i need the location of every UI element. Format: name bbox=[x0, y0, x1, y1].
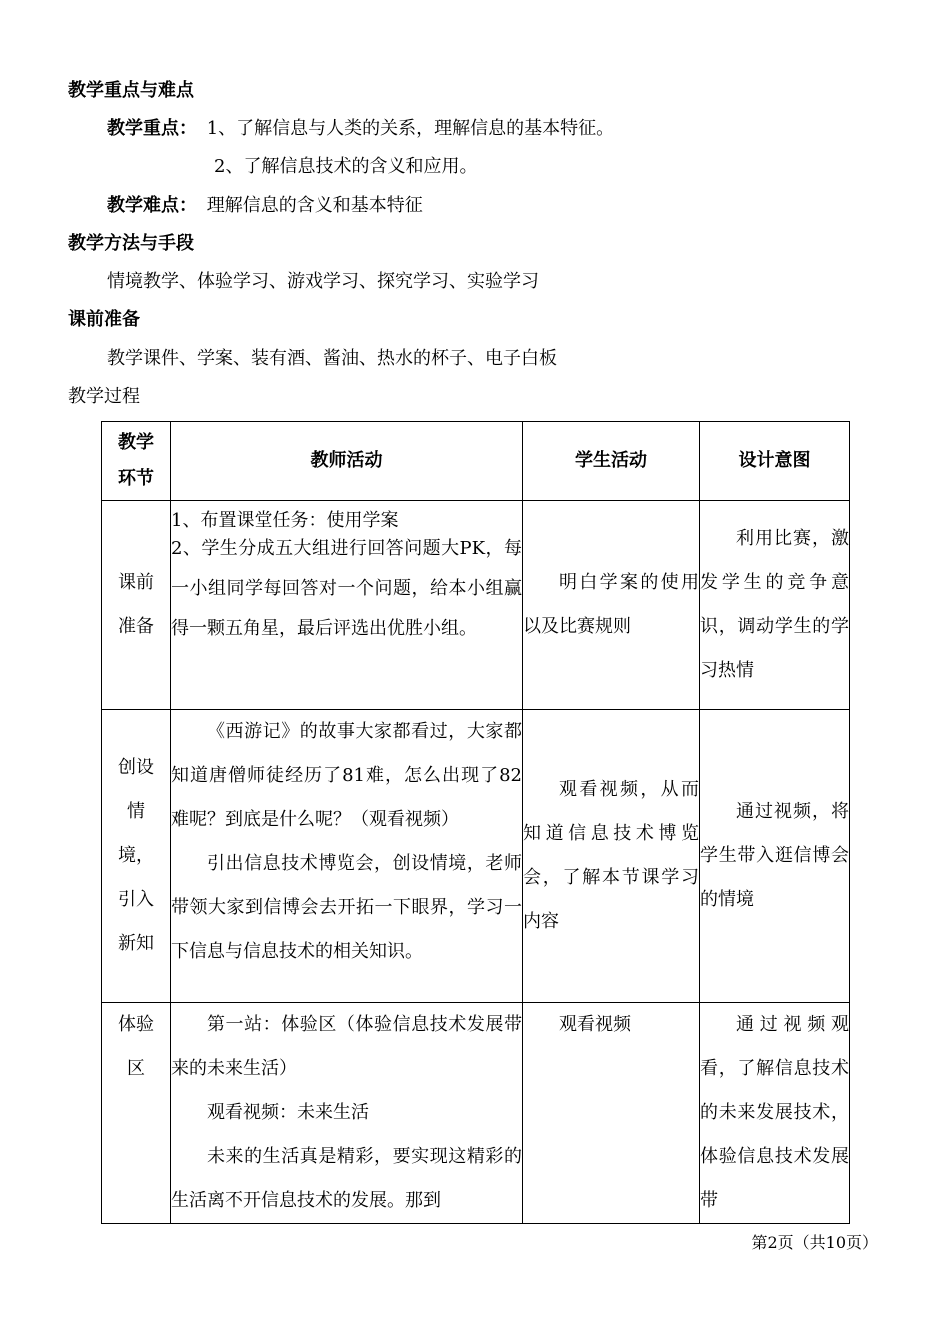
column-header-stage: 教学环节 bbox=[102, 422, 171, 501]
difficulty-label: 教学难点： bbox=[107, 195, 197, 216]
teacher-activity-item: 1、布置课堂任务：使用学案 bbox=[171, 510, 399, 531]
teacher-activity-item: 2、学生分成五大组进行回答问题大PK，每一小组同学每回答对一个问题，给本小组赢得一颗五角星，最后评选出优胜小组。 bbox=[171, 538, 522, 639]
focus-line-1 bbox=[107, 118, 614, 140]
process-heading: 教学过程 bbox=[68, 386, 140, 407]
table-row bbox=[102, 501, 850, 710]
stage-cell: 创设情境，引入新知 bbox=[102, 710, 171, 1003]
student-activity-cell: 观看视频 bbox=[523, 1003, 700, 1224]
teacher-activity-item: 观看视频：未来生活 bbox=[207, 1102, 369, 1123]
column-header-intent: 设计意图 bbox=[700, 422, 850, 501]
teacher-activity-item: 《西游记》的故事大家都看过，大家都知道唐僧师徒经历了81难，怎么出现了82难呢？到底是什么呢？（观看视频） bbox=[171, 721, 522, 830]
table-row bbox=[102, 1003, 850, 1224]
focus-label: 教学重点： bbox=[107, 118, 197, 139]
student-activity-cell: 观看视频，从而知道信息技术博览会，了解本节课学习内容 bbox=[523, 710, 700, 1003]
difficulty-text: 理解信息的含义和基本特征 bbox=[206, 195, 423, 216]
design-intent-cell: 通过视频观看，了解信息技术的未来发展技术，体验信息技术发展带 bbox=[700, 1003, 850, 1224]
design-intent-cell: 通过视频，将学生带入逛信博会的情境 bbox=[700, 710, 850, 1003]
teacher-activity-cell bbox=[171, 710, 523, 1003]
design-intent-cell: 利用比赛，激发学生的竞争意识，调动学生的学习热情 bbox=[700, 501, 850, 710]
stage-cell: 体验区 bbox=[102, 1003, 171, 1224]
table-row bbox=[102, 710, 850, 1003]
preparation-text: 教学课件、学案、装有酒、酱油、热水的杯子、电子白板 bbox=[107, 348, 557, 369]
focus-item-2: 2、了解信息技术的含义和应用。 bbox=[214, 156, 478, 177]
methods-text: 情境教学、体验学习、游戏学习、探究学习、实验学习 bbox=[107, 271, 539, 292]
teacher-activity-item: 引出信息技术博览会，创设情境，老师带领大家到信博会去开拓一下眼界，学习一下信息与信息技术的相关知识。 bbox=[171, 853, 522, 962]
table-header-row bbox=[102, 422, 850, 501]
teacher-activity-item: 第一站：体验区（体验信息技术发展带来的未来生活） bbox=[171, 1014, 522, 1079]
teacher-activity-item: 未来的生活真是精彩，要实现这精彩的生活离不开信息技术的发展。那到 bbox=[171, 1146, 522, 1211]
methods-heading: 教学方法与手段 bbox=[68, 233, 194, 254]
column-header-student: 学生活动 bbox=[523, 422, 700, 501]
teacher-activity-cell bbox=[171, 1003, 523, 1224]
stage-cell: 课前准备 bbox=[102, 501, 171, 710]
difficulty-line bbox=[107, 195, 423, 217]
preparation-heading: 课前准备 bbox=[68, 309, 140, 330]
student-activity-cell: 明白学案的使用以及比赛规则 bbox=[523, 501, 700, 710]
process-table bbox=[101, 421, 850, 1224]
teacher-activity-cell bbox=[171, 501, 523, 710]
page-number: 第2页（共10页） bbox=[751, 1233, 878, 1252]
key-points-heading: 教学重点与难点 bbox=[68, 80, 194, 101]
column-header-teacher: 教师活动 bbox=[171, 422, 523, 501]
focus-item-1: 1、了解信息与人类的关系，理解信息的基本特征。 bbox=[206, 118, 615, 139]
